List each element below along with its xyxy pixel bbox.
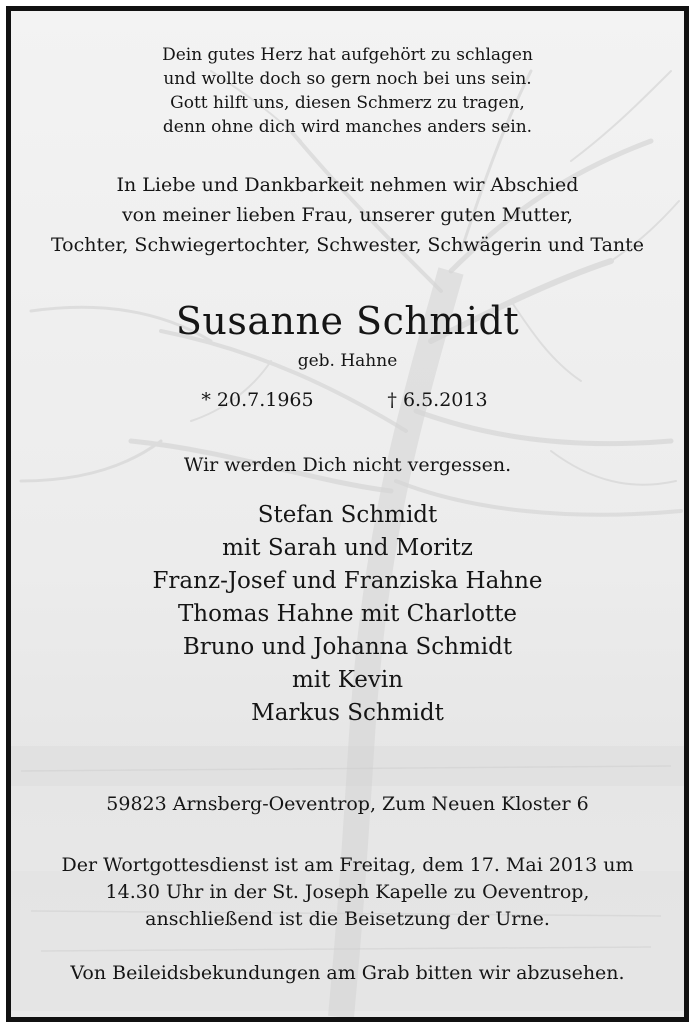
mourner-line: Thomas Hahne mit Charlotte — [177, 601, 518, 627]
service-line: 14.30 Uhr in der St. Joseph Kapelle zu Oeventrop, — [105, 881, 590, 903]
intro-line: von meiner lieben Frau, unserer guten Mutter, — [121, 204, 574, 226]
mourner-line: Franz-Josef und Franziska Hahne — [152, 568, 543, 594]
mourner-line: mit Sarah und Moritz — [222, 535, 473, 561]
obituary-notice — [6, 6, 689, 1022]
mourner-line: Bruno und Johanna Schmidt — [182, 634, 513, 660]
mourner-line: Stefan Schmidt — [257, 502, 438, 528]
intro-line: Tochter, Schwiegertochter, Schwester, Schwägerin und Tante — [50, 234, 645, 256]
closing-line: Von Beileidsbekundungen am Grab bitten wir abzusehen. — [70, 962, 625, 984]
birth-date: * 20.7.1965 — [201, 389, 314, 411]
service-line: anschließend ist die Beisetzung der Urne. — [145, 908, 550, 930]
mourner-line: mit Kevin — [291, 667, 404, 693]
birth-name: geb. Hahne — [297, 351, 398, 371]
service-line: Der Wortgottesdienst ist am Freitag, dem 17. Mai 2013 um — [61, 854, 634, 876]
address-line: 59823 Arnsberg-Oeventrop, Zum Neuen Kloster 6 — [106, 793, 589, 815]
verse-line: und wollte doch so gern noch bei uns sein. — [163, 69, 532, 89]
mourner-line: Markus Schmidt — [251, 700, 444, 726]
verse-line: denn ohne dich wird manches anders sein. — [162, 117, 533, 137]
remembrance-line: Wir werden Dich nicht vergessen. — [183, 454, 512, 476]
death-date: † 6.5.2013 — [387, 389, 488, 411]
intro-line: In Liebe und Dankbarkeit nehmen wir Abschied — [116, 174, 579, 196]
verse-line: Gott hilft uns, diesen Schmerz zu tragen, — [170, 93, 525, 113]
verse-line: Dein gutes Herz hat aufgehört zu schlagen — [162, 45, 533, 65]
deceased-name: Susanne Schmidt — [175, 299, 520, 343]
